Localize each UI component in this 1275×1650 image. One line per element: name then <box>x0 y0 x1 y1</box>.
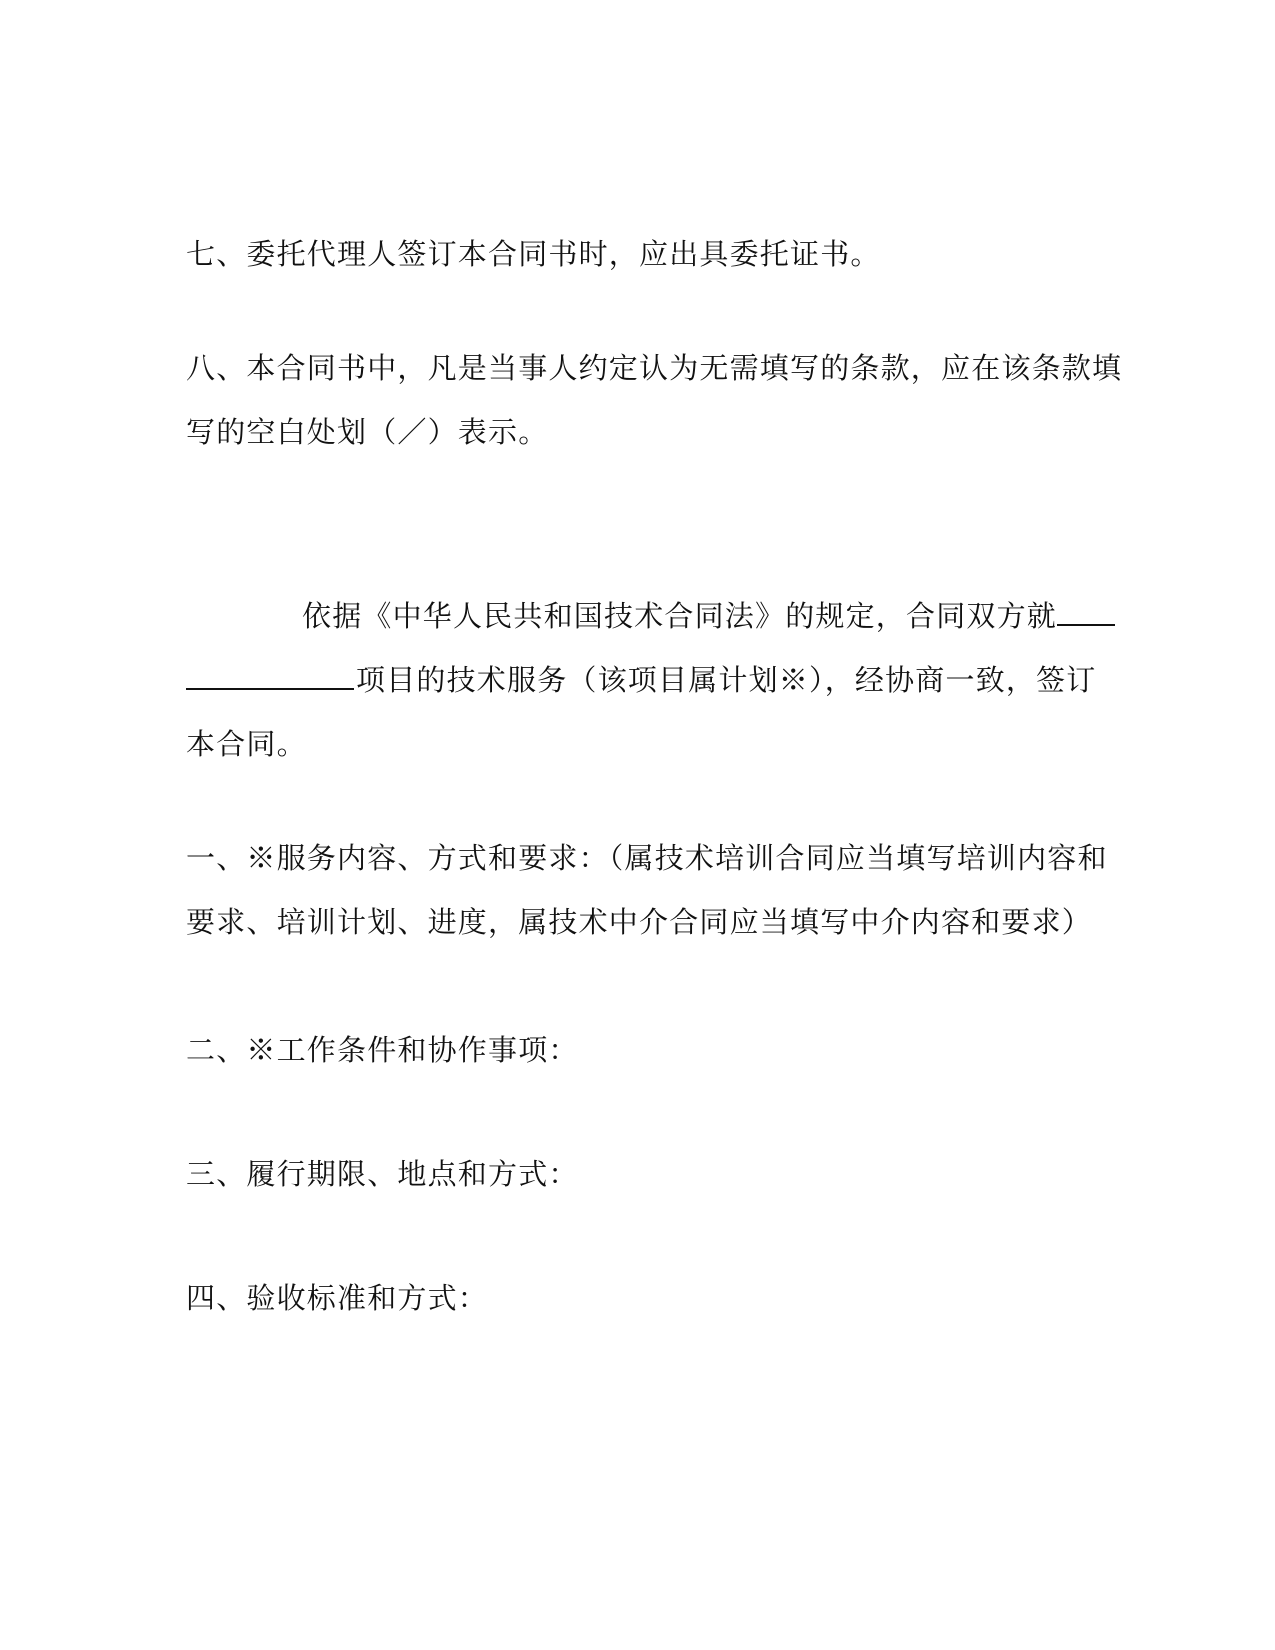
section-1-line-2: 要求、培训计划、进度，属技术中介合同应当填写中介内容和要求） <box>186 905 1093 939</box>
preamble-text-1: 依据《中华人民共和国技术合同法》的规定，合同双方就 <box>302 599 1058 633</box>
section-4-heading: 四、验收标准和方式： <box>186 1281 489 1315</box>
preamble-line-3: 本合同。 <box>186 727 307 761</box>
project-name-blank-start[interactable] <box>186 664 354 690</box>
preamble-line-1 <box>302 598 1092 634</box>
clause-7: 七、委托代理人签订本合同书时，应出具委托证书。 <box>186 237 881 271</box>
section-3-heading: 三、履行期限、地点和方式： <box>186 1157 579 1191</box>
preamble-line-2 <box>186 662 1097 698</box>
section-2-heading: 二、※工作条件和协作事项： <box>186 1033 579 1067</box>
project-name-blank-end[interactable] <box>1057 600 1115 626</box>
preamble-text-2: 项目的技术服务（该项目属计划※），经协商一致，签订 <box>356 663 1097 697</box>
clause-8-line-2: 写的空白处划（／）表示。 <box>186 415 549 449</box>
section-1-line-1: 一、※服务内容、方式和要求：（属技术培训合同应当填写培训内容和 <box>186 841 1108 875</box>
clause-8-line-1: 八、本合同书中，凡是当事人约定认为无需填写的条款，应在该条款填 <box>186 351 1123 385</box>
